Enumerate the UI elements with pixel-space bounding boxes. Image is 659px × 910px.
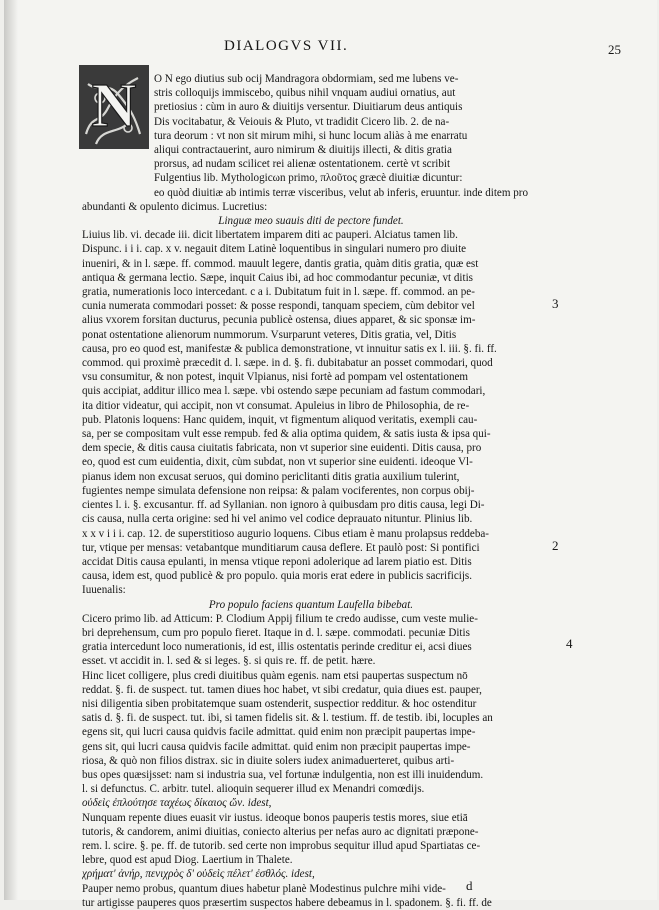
body-text: [82, 72, 540, 910]
text-line: riosa, & quò non filios distrax. sic in diuite solers iudex animaduerteret, quibus arti-: [82, 754, 455, 767]
text-line: pianus idem non excusat seruos, qui domino periclitanti ditis gratia auxilium tulerint,: [82, 470, 460, 483]
text-line: gratia intercedunt loco numerationis, id est, illis ostentatis perinde creditur ei, acsi diues: [82, 641, 472, 654]
text-line: tura deorum : vt non sit mirum mihi, si hunc locum aliàs à me enarratu: [154, 129, 468, 142]
text-line: prorsus, ad nudam scilicet rei alienæ ostentationem. certè vt scribit: [154, 158, 451, 171]
text-line: nisi diligentia siben probitatemque suam ostenderit, suspectior redditur. & hoc ostenditur: [82, 697, 477, 710]
text-line: sa, per se compositam vult esse rempub. fed & alia optima quidem, & satis iusta & ipsa qui-: [82, 428, 491, 441]
text-line: lebre, quod est apud Diog. Laertium in Thalete.: [82, 854, 293, 867]
text-line: fugientes nempe simulata defensione non reipsa: & palam vociferentes, non corpus obij-: [82, 484, 475, 497]
text-line: gratia, numerationis loco intercedant. c a i. Dubitatum fuit in l. sæpe. ff. commod. an pe-: [82, 286, 475, 299]
text-line: dem specie, & ditis causa ciuitatis fabricata, non vt superior sine euidenti. Ditis causa, pro: [82, 442, 482, 455]
text-line: alius vxorem forsitan ducturus, pecunia publicè ostensa, diues apparet, & sic sponsæ im-: [82, 314, 476, 327]
text-line: Liuius lib. vi. decade iii. dicit libertatem imparem diti ac pauperi. Alciatus tamen lib.: [82, 229, 458, 242]
text-line: rem. l. scire. §. pe. ff. de tutorib. sed certe non improbus sequitur illud apud Spartiatas ce-: [82, 839, 481, 852]
text-line: O N ego diutius sub ocij Mandragora obdormiam, sed me lubens ve-: [154, 73, 459, 85]
text-line: abundanti & opulento dicimus. Lucretius:: [82, 200, 268, 213]
text-line: Iuuenalis:: [82, 584, 126, 597]
text-line: ita ditior videatur, qui accipit, non vt consumat. Apuleius in libro de Philosophia, de re-: [82, 399, 470, 412]
text-line: satis d. §. fi. de suspect. tut. ibi, si tamen fidelis sit. & l. testium. ff. de testib. ibi, locuples an: [82, 712, 493, 725]
text-line: l. si defunctus. C. arbitr. tutel. alioquin sequerer illud ex Menandri comœdijs.: [82, 783, 425, 796]
text-line: egens sit, qui lucri causa quidvis facile admittat. quid enim non præcipit paupertas impe-: [82, 726, 476, 739]
text-line: bri deprehensum, cum pro populo fieret. Itaque in d. l. sæpe. commodati. pecuniæ Ditis: [82, 626, 470, 639]
text-line: Nunquam repente diues euasit vir iustus. ideoque bonos pauperis testis mores, siue etiā: [82, 811, 468, 824]
text-line: Dis vocitabatur, & Veiouis & Pluto, vt tradidit Cicero lib. 2. de na-: [154, 115, 450, 128]
margin-note: 3: [552, 296, 559, 311]
text-line: tur artigisse pauperes quos præsertim suspectos habere debeamus in l. spadonem. §. fi. ff. de: [82, 896, 492, 909]
text-line: pretiosius : cùm in auro & diuitijs versentur. Diuitiarum deus antiquis: [154, 101, 463, 114]
text-line: χρήματ' ἀνήρ, πενιχρὸς δ' οὐδεὶς πέλετ' ἐσθλός. idest,: [82, 868, 315, 881]
text-line: eo quòd diuitiæ ab intimis terræ visceribus, velut ab inferis, eruuntur. inde ditem pro: [154, 186, 529, 199]
text-line: inueniri, & in l. sæpe. ff. commod. mauult legere, dantis gratia, quàm ditis gratia, quæ est: [82, 257, 479, 270]
text-line: cis causa, nulla certa origine: sed hi vel animo vel codice deprauato nituntur. Plinius lib.: [82, 513, 473, 526]
text-line: stris colloquijs immiscebo, quibus nihil vnquam audiui ornatius, aut: [154, 87, 456, 100]
text-line: ponat ostentatione alienorum nummorum. Vsurparunt veteres, Ditis gratia, vel, Ditis: [82, 328, 457, 341]
text-line: quis accipiat, additur illico mea l. sæpe. vbi ostendo sæpe pecuniam ad fastum commodari,: [82, 385, 486, 398]
margin-note: 4: [566, 636, 573, 651]
text-line: antiqua & germana lectio. Sæpe, inquit Caius ibi, ad hoc commodantur pecuniæ, vt ditis: [82, 271, 473, 284]
text-line: οὐδεὶς ἐπλούτησε ταχέως δίκαιος ὤν. idest,: [82, 797, 272, 810]
text-line: commod. qui proximè præcedit d. l. sæpe. in d. §. fi. dubitabatur an posset commodari, quod: [82, 357, 493, 370]
text-line: pub. Platonis loquens: Hanc quidem, inquit, vt figmentum aliquod veritatis, exempli cau-: [82, 413, 478, 426]
text-line: tur, vtique per mensas: vetabantque munditiarum causa deflere. Et paulò post: Si pontifici: [82, 541, 480, 554]
text-line: Pauper nemo probus, quantum diues habetur planè Modestinus pulchre mihi vide-: [82, 882, 446, 895]
text-line: accidat Ditis causa epulanti, in mensa vtique reponi adolerique ad larem piatio est. Ditis: [82, 555, 472, 568]
running-header: DIALOGVS VII.: [224, 38, 349, 54]
text-line: Pro populo faciens quantum Laufella bibebat.: [208, 598, 414, 611]
text-line: Linguæ meo suauis diti de pectore fundet.: [218, 215, 404, 228]
text-line: Hinc licet colligere, plus credi diuitibus quàm egenis. nam etsi paupertas suspectum nō: [82, 669, 468, 682]
text-line: causa, idem est, quod publicè & pro populo. quia moris erat edere in publicis sacrificijs.: [82, 570, 473, 583]
text-line: tutoris, & candorem, animi diuitias, coniecto alterius per nefas auro ac dignitati præpone-: [82, 825, 479, 838]
text-line: Cicero primo lib. ad Atticum: P. Clodium Appij filium te credo audisse, cum veste mulie-: [82, 612, 478, 625]
text-line: x x v i i i. cap. 12. de superstitioso augurio loquens. Cibus etiam è manu prolapsus reddeba-: [82, 527, 490, 540]
page-number: 25: [608, 42, 621, 57]
text-line: gens sit, qui lucri causa quidvis facile admittat. quid enim non præcipit paupertas impe-: [82, 740, 471, 753]
text-line: eo, quod est cum euidentia, dixit, cùm subdat, non vt superior sine euidenti. ideoque Vl-: [82, 456, 473, 469]
text-line: bus opes quæsijsset: nam si industria sua, vel fortunæ indulgentia, non est illi inuidendum.: [82, 768, 484, 781]
text-line: aliqui contractauerint, auro nimirum & diuitijs illecti, & ditis gratia: [154, 144, 452, 157]
margin-note: 2: [552, 538, 559, 553]
text-line: reddat. §. fi. de suspect. tut. tamen diues hoc habet, vt sibi credatur, quia diues est. pauper,: [82, 683, 482, 696]
text-line: vsu consumitur, & non potest, inquit Vlpianus, nisi fortè ad pompam vel ostentationem: [82, 371, 469, 384]
text-line: esset. vt accidit in. l. sed & si leges. §. si quis re. ff. de petit. hære.: [82, 655, 376, 668]
text-line: cientes l. i. §. excusantur. ff. ad Syllanian. non ignoro à quibusdam pro ditis causa, legi Di-: [82, 499, 485, 512]
text-line: cunia numerata commodari posset: & posse respondi, tanquam speciem, cùm debitor vel: [82, 300, 475, 313]
text-line: Fulgentius lib. Mythologicωn primo, πλοῦτος græcè diuitiæ dicuntur:: [154, 172, 463, 185]
signature-mark: d: [466, 878, 473, 893]
drop-cap-letter: N: [91, 72, 137, 140]
text-line: causa, pro eo quod est, manifestæ & publica demonstratione, vt innuitur satis ex l. iii. §. fi. ff.: [82, 342, 497, 355]
page-gutter-shadow: [4, 0, 18, 900]
text-line: Dispunc. i i i. cap. x v. negauit ditem Latinè loquentibus in singulari numero pro diuite: [82, 243, 467, 256]
